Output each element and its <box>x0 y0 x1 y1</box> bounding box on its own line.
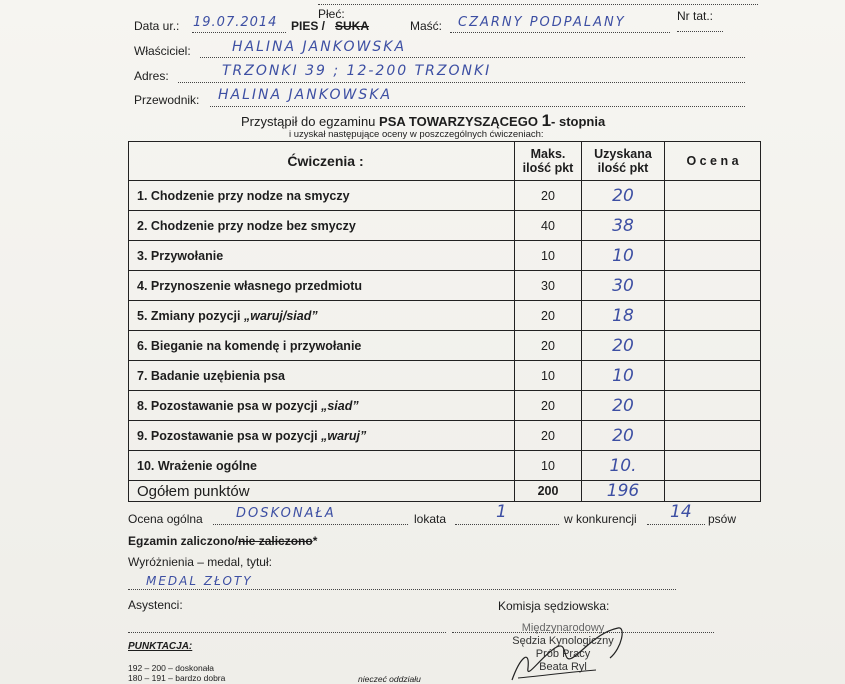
title-name: PSA TOWARZYSZĄCEGO <box>379 114 538 129</box>
exercise-max: 10 <box>515 241 582 271</box>
masc-line <box>450 32 670 33</box>
exercise-max: 30 <box>515 271 582 301</box>
exercise-name: 2. Chodzenie przy nodze bez smyczy <box>129 211 515 241</box>
exercise-max: 20 <box>515 421 582 451</box>
stamp-line: Sędzia Kynologiczny <box>512 635 614 647</box>
table-row <box>129 451 761 481</box>
exercise-name-em: „waruj” <box>321 428 367 443</box>
exercise-got: 20 <box>582 391 665 421</box>
exercise-got: 38 <box>582 211 665 241</box>
total-ocena <box>665 481 761 502</box>
lokata-label: lokata <box>414 512 447 526</box>
exercise-ocena <box>665 271 761 301</box>
data-ur-value: 19.07.2014 <box>193 15 278 30</box>
exercise-ocena <box>665 211 761 241</box>
exercise-name-em: „waruj/siad” <box>243 308 318 323</box>
exercise-ocena <box>665 391 761 421</box>
title-degree: 1 <box>541 111 552 130</box>
exercise-name-em: „siad” <box>321 398 359 413</box>
exercises-table <box>128 141 761 502</box>
title-prefix: Przystąpił do egzaminu <box>241 114 376 129</box>
suka-label: SUKA <box>335 19 370 33</box>
exam-title <box>241 111 605 131</box>
data-ur-line <box>192 32 286 33</box>
ocena-label: Ocena ogólna <box>128 512 203 526</box>
exercise-name <box>129 391 515 421</box>
data-ur-label: Data ur.: <box>134 19 180 33</box>
adres-value: TRZONKI 39 ; 12-200 TRZONKI <box>222 63 492 79</box>
exercise-got: 10. <box>582 451 665 481</box>
exercise-name-plain: 5. Zmiany pozycji <box>137 308 244 323</box>
lokata-value: 1 <box>496 502 507 522</box>
exercise-name: 4. Przynoszenie własnego przedmiotu <box>129 271 515 301</box>
nr-tat-label: Nr tat.: <box>677 9 714 23</box>
exercise-name <box>129 301 515 331</box>
exercise-name-plain: 8. Pozostawanie psa w pozycji <box>137 398 322 413</box>
exercise-name: 1. Chodzenie przy nodze na smyczy <box>129 181 515 211</box>
punktacja-label: PUNKTACJA: <box>128 641 193 652</box>
komisja-label: Komisja sędziowska: <box>498 599 610 613</box>
exercise-name: 6. Bieganie na komendę i przywołanie <box>129 331 515 361</box>
egzamin-prefix: Egzamin zaliczono/ <box>128 534 239 548</box>
table-row <box>129 331 761 361</box>
table-total-row <box>129 481 761 502</box>
top-dotted-line <box>318 4 758 5</box>
exercise-max: 40 <box>515 211 582 241</box>
header-got <box>582 142 665 181</box>
wyroznienia-label: Wyróżnienia – medal, tytuł: <box>128 555 272 569</box>
exercise-max: 20 <box>515 391 582 421</box>
asystenci-line <box>128 632 446 633</box>
total-max: 200 <box>515 481 582 502</box>
exercise-got: 10 <box>582 241 665 271</box>
table-row <box>129 241 761 271</box>
masc-label: Maść: <box>410 19 443 33</box>
lokata-line <box>455 524 559 525</box>
exercise-got: 30 <box>582 271 665 301</box>
total-label: Ogółem punktów <box>129 481 515 502</box>
podpis-label: nieczeć oddziału <box>358 674 421 684</box>
exercise-got: 20 <box>582 181 665 211</box>
exercise-ocena <box>665 241 761 271</box>
exercise-got: 18 <box>582 301 665 331</box>
table-row <box>129 211 761 241</box>
table-row <box>129 271 761 301</box>
wlasciciel-value: HALINA JANKOWSKA <box>232 39 407 55</box>
masc-value: CZARNY PODPALANY <box>458 15 626 30</box>
wlasciciel-line <box>200 57 745 58</box>
konkurencja-value: 14 <box>670 502 692 522</box>
stamp-line: Międzynarodowy <box>521 622 605 634</box>
nr-tat-line <box>677 31 723 32</box>
exercise-ocena <box>665 421 761 451</box>
scale-line: 192 – 200 – doskonała <box>128 663 215 673</box>
exercise-ocena <box>665 451 761 481</box>
exercise-ocena <box>665 181 761 211</box>
wyroznienia-line <box>128 589 676 590</box>
przewodnik-label: Przewodnik: <box>134 93 200 107</box>
adres-line <box>178 82 745 83</box>
exercise-got: 20 <box>582 421 665 451</box>
przewodnik-line <box>210 106 745 107</box>
adres-label: Adres: <box>134 69 169 83</box>
header-got-text: Uzyskana ilość pkt <box>594 147 652 175</box>
total-got: 196 <box>582 481 665 502</box>
pies-label: PIES / <box>291 19 326 33</box>
exercise-name: 3. Przywołanie <box>129 241 515 271</box>
header-exercises: Ćwiczenia : <box>129 142 515 181</box>
table-row <box>129 301 761 331</box>
title-subtitle: i uzyskał następujące oceny w poszczególnych ćwiczeniach: <box>289 129 544 140</box>
exercise-name: 10. Wrażenie ogólne <box>129 451 515 481</box>
table-header-row <box>129 142 761 181</box>
ocena-value: DOSKONAŁA <box>236 506 336 521</box>
exercise-ocena <box>665 301 761 331</box>
exercise-got: 20 <box>582 331 665 361</box>
header-max-text: Maks. ilość pkt <box>522 147 574 175</box>
table-row <box>129 361 761 391</box>
przewodnik-value: HALINA JANKOWSKA <box>218 87 393 103</box>
title-suffix: - stopnia <box>551 114 606 129</box>
judge-signature <box>500 618 640 684</box>
konkurencja-line <box>647 524 705 525</box>
exercise-max: 10 <box>515 361 582 391</box>
ocena-line <box>213 524 408 525</box>
exercise-got: 10 <box>582 361 665 391</box>
exercise-name <box>129 421 515 451</box>
exercise-ocena <box>665 361 761 391</box>
wlasciciel-label: Właściciel: <box>134 44 191 58</box>
header-ocena: O c e n a <box>665 142 761 181</box>
egzamin-struck: nie zaliczono <box>238 534 313 548</box>
stamp-line: Prób Pracy <box>535 648 591 660</box>
table-row <box>129 421 761 451</box>
exercise-name-plain: 9. Pozostawanie psa w pozycji <box>137 428 322 443</box>
konkurencja-label: w konkurencji <box>564 512 637 526</box>
egzamin-suffix: * <box>312 534 318 548</box>
plec-label: Płeć: <box>318 7 345 21</box>
table-row <box>129 181 761 211</box>
egzamin-result <box>128 534 317 548</box>
exercise-max: 10 <box>515 451 582 481</box>
table-row <box>129 391 761 421</box>
wyroznienia-value: MEDAL ZŁOTY <box>146 574 253 588</box>
asystenci-label: Asystenci: <box>128 598 183 612</box>
psow-label: psów <box>708 512 737 526</box>
exercise-max: 20 <box>515 331 582 361</box>
header-max <box>515 142 582 181</box>
scale-line: 180 – 191 – bardzo dobra <box>128 673 226 683</box>
exercise-name: 7. Badanie uzębienia psa <box>129 361 515 391</box>
stamp-line: Beata Ryl <box>539 661 587 673</box>
exercise-max: 20 <box>515 301 582 331</box>
exercise-max: 20 <box>515 181 582 211</box>
exercise-ocena <box>665 331 761 361</box>
